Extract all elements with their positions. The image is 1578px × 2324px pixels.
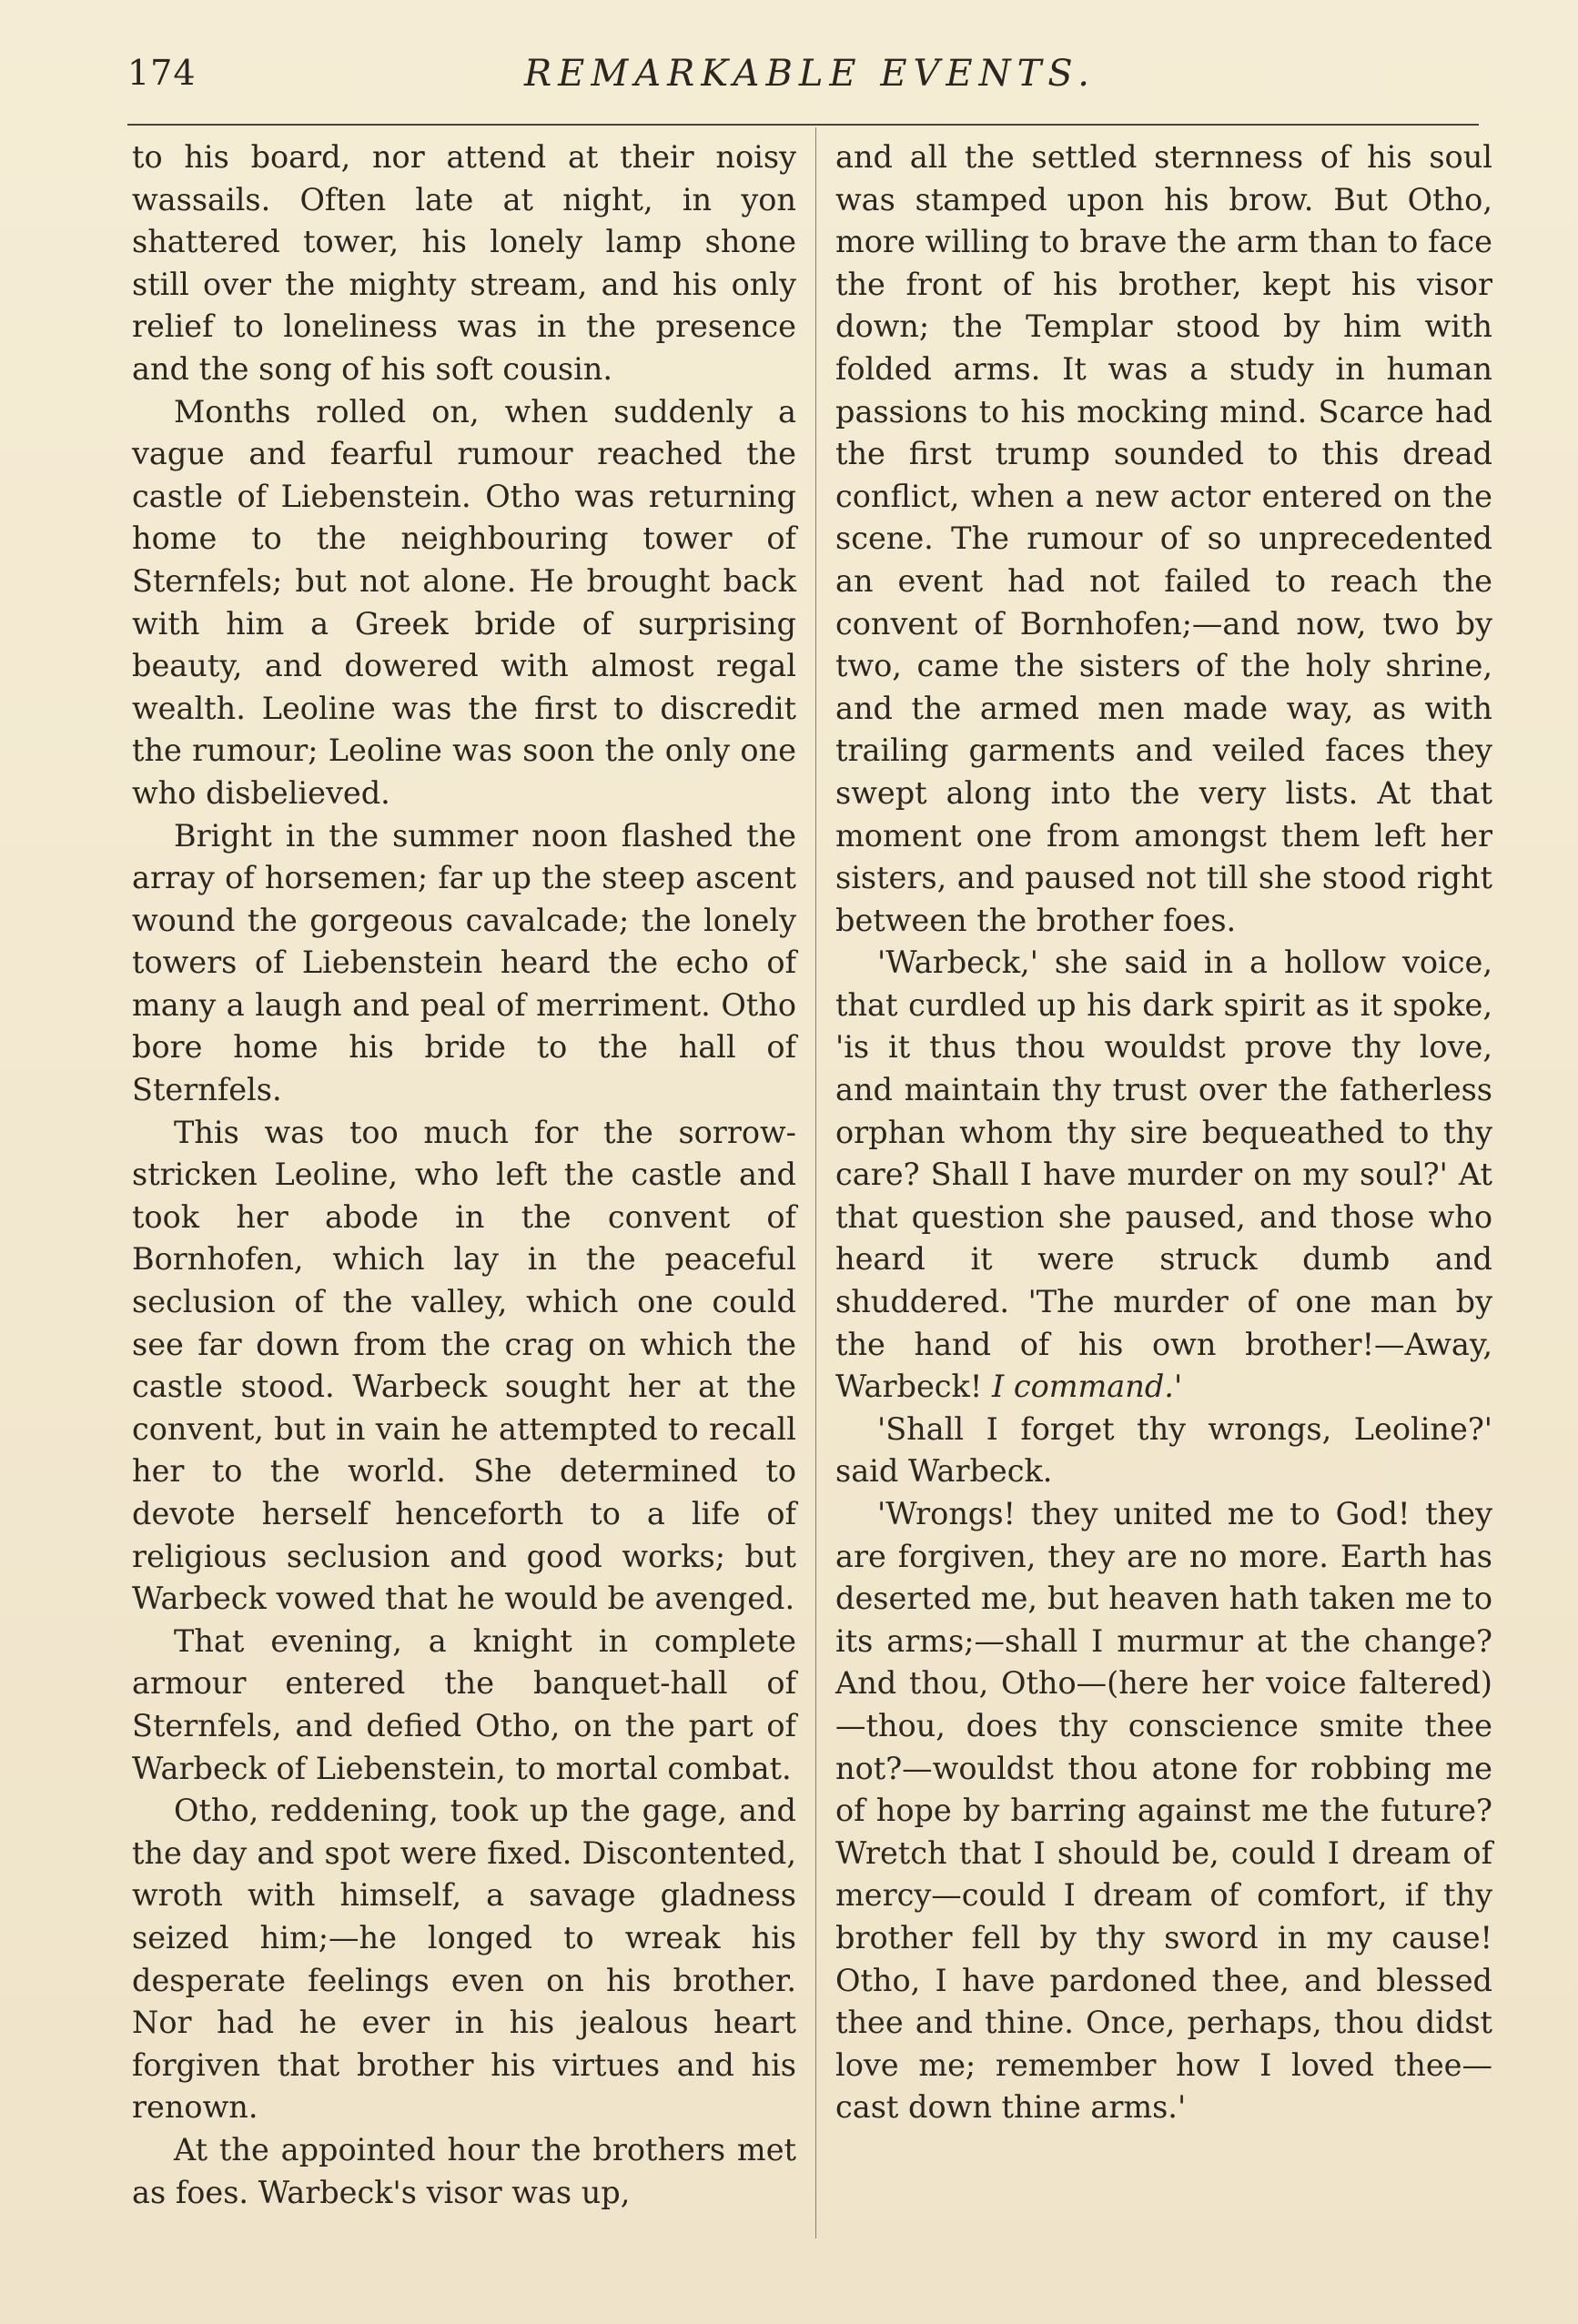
paragraph: Otho, reddening, took up the gage, and the day and spot were fixed. Discontented, wroth with himself, a savage gladness seized him;—he longed to wreak his desperate feelings even on his brother. Nor had he ever in his jealous heart forgiven that brother his virtues and his renown. <box>132 1793 796 2126</box>
right-column <box>835 136 1492 2129</box>
header-rule <box>127 124 1479 126</box>
paragraph: That evening, a knight in complete armour entered the banquet-hall of Sternfels, and defied Otho, on the part of Warbeck of Liebenstein, to mortal combat. <box>132 1622 796 1786</box>
running-title: REMARKABLE EVENTS. <box>524 53 1096 95</box>
page-header <box>127 53 1492 107</box>
paragraph: and all the settled sternness of his soul was stamped upon his brow. But Otho, more willing to brave the arm than to face the front of his brother, kept his visor down; the Templar stood by him with folded arms. It was a study in human passions to his mocking mind. Scarce had the first trump sounded to this dread conflict, when a new actor entered on the scene. The rumour of so unprecedented an event had not failed to reach the convent of Bornhofen;—and now, two by two, came the sisters of the holy shrine, and the armed men made way, as with trailing garments and veiled faces they swept along into the very lists. At that moment one from amongst them left her sisters, and paused not till she stood right between the brother foes. <box>835 139 1492 938</box>
paragraph: Months rolled on, when suddenly a vague and fearful rumour reached the castle of Liebenstein. Otho was returning home to the neighbouring tower of Sternfels; but not alone. He brought back with him a Greek bride of surprising beauty, and dowered with almost regal wealth. Leoline was the first to discredit the rumour; Leoline was soon the only one who disbelieved. <box>132 393 796 811</box>
italic-phrase: I command.' <box>982 1369 1183 1405</box>
column-divider <box>815 127 816 2238</box>
paragraph: Bright in the summer noon flashed the array of horsemen; far up the steep ascent wound the gorgeous cavalcade; the lonely towers of Liebenstein heard the echo of many a laugh and peal of merriment. Otho bore home his bride to the hall of Sternfels. <box>132 817 796 1108</box>
paragraph: 'Wrongs! they united me to God! they are forgiven, they are no more. Earth has deserted me, but heaven hath taken me to its arms;—shall I murmur at the change? And thou, Otho—(here her voice faltered)—thou, does thy conscience smite thee not?—wouldst thou atone for robbing me of hope by barring against me the future? Wretch that I should be, could I dream of mercy—could I dream of comfort, if thy brother fell by thy sword in my cause! Otho, I have pardoned thee, and blessed thee and thine. Once, perhaps, thou didst love me; remember how I loved thee—cast down thine arms.' <box>835 1496 1492 2126</box>
left-column <box>132 136 796 2214</box>
paragraph: 'Shall I forget thy wrongs, Leoline?' said Warbeck. <box>835 1410 1492 1490</box>
paragraph: to his board, nor attend at their noisy wassails. Often late at night, in yon shattered tower, his lonely lamp shone still over the mighty stream, and his only relief to loneliness was in the presence and the song of his soft cousin. <box>132 139 796 387</box>
paragraph <box>835 942 1492 1409</box>
page-number: 174 <box>127 53 197 93</box>
paragraph: At the appointed hour the brothers met as foes. Warbeck's visor was up, <box>132 2131 796 2210</box>
paragraph: This was too much for the sorrow-stricken Leoline, who left the castle and took her abode in the convent of Bornhofen, which lay in the peaceful seclusion of the valley, which one could see far down from the crag on which the castle stood. Warbeck sought her at the convent, but in vain he attempted to recall her to the world. She determined to devote herself henceforth to a life of religious seclusion and good works; but Warbeck vowed that he would be avenged. <box>132 1114 796 1617</box>
paragraph-text: 'Warbeck,' she said in a hollow voice, that curdled up his dark spirit as it spoke, 'is it thus thou wouldst prove thy love, and maintain thy trust over the fatherless orphan whom thy sire bequeathed to thy care? Shall I have murder on my soul?' At that question she paused, and those who heard it were struck dumb and shuddered. 'The murder of one man by the hand of his own brother!—Away, Warbeck! <box>835 945 1492 1405</box>
